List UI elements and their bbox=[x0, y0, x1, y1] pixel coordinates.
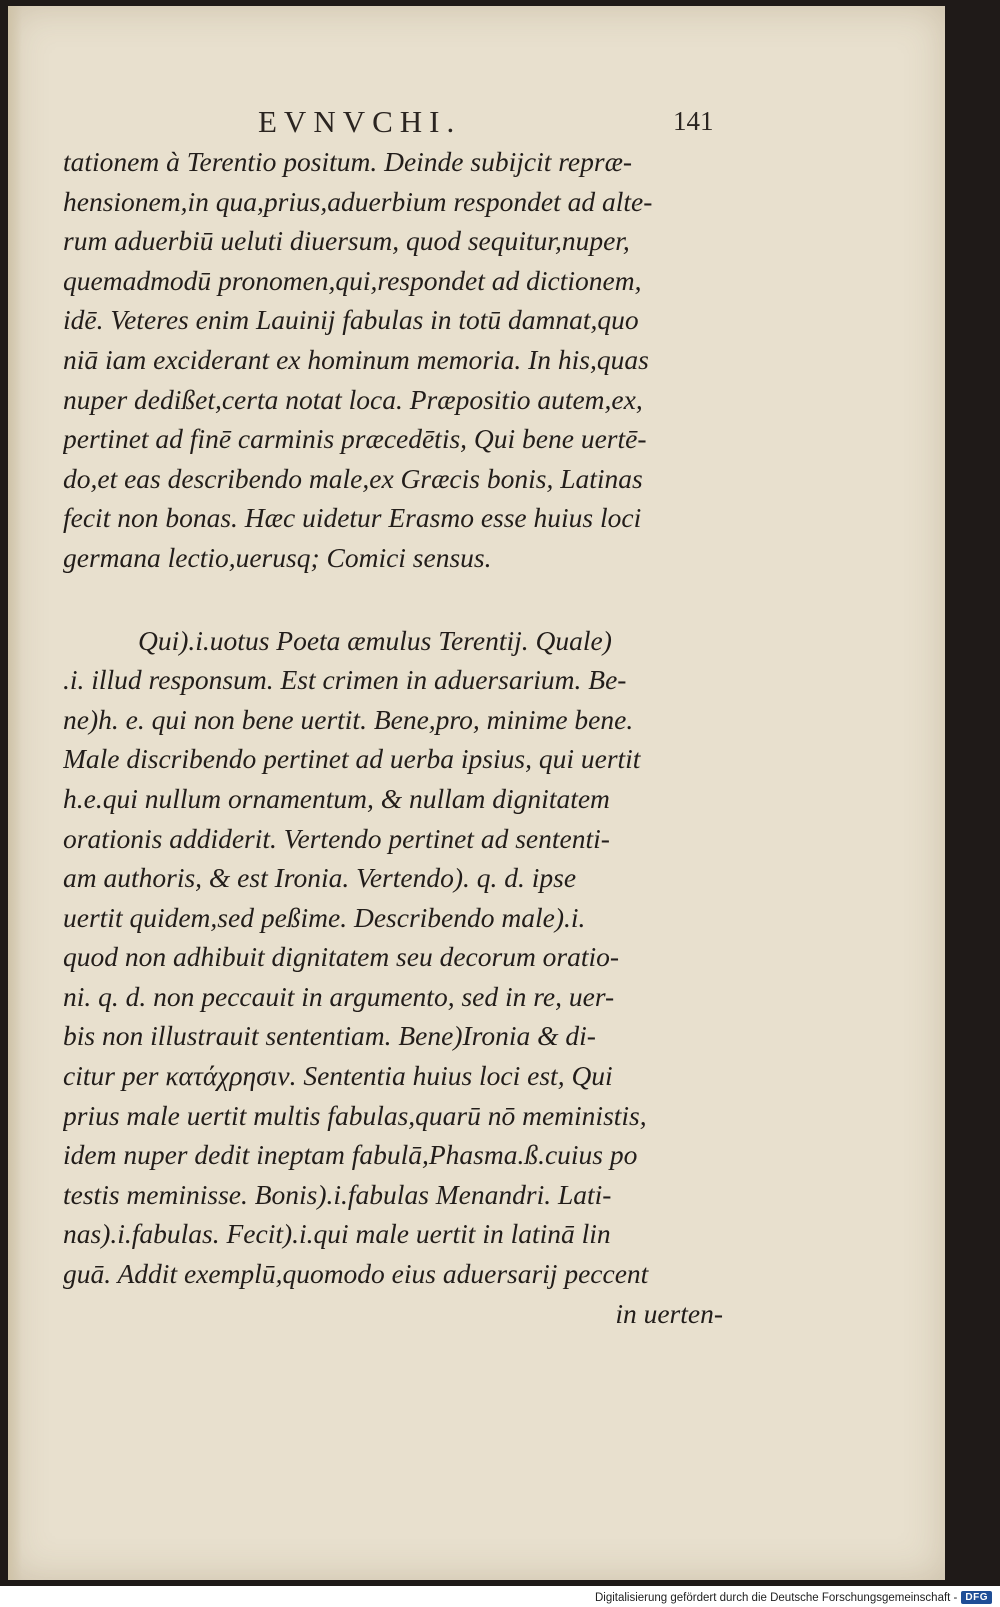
text-line: rum aduerbiū ueluti diuersum, quod sequitur,nuper, bbox=[63, 225, 630, 257]
text-line: bis non illustrauit sententiam. Bene)Ironia & di- bbox=[63, 1020, 596, 1052]
digitization-credit bbox=[595, 1591, 992, 1604]
text-line: prius male uertit multis fabulas,quarū nō meministis, bbox=[63, 1099, 647, 1131]
text-line: am authoris, & est Ironia. Vertendo). q. d. ipse bbox=[63, 862, 577, 894]
body-text bbox=[63, 142, 743, 1333]
text-line: guā. Addit exemplū,quomodo eius aduersarij peccent bbox=[63, 1258, 649, 1290]
credit-text: Digitalisierung gefördert durch die Deutsche Forschungsgemeinschaft - bbox=[594, 1591, 958, 1604]
text-line: quod non adhibuit dignitatem seu decorum oratio- bbox=[63, 941, 620, 973]
text-line: idē. Veteres enim Lauinij fabulas in totū damnat,quo bbox=[63, 304, 639, 336]
text-line: nas).i.fabulas. Fecit).i.qui male uertit in latinā lin bbox=[63, 1218, 611, 1250]
catchword: in uerten- bbox=[615, 1297, 723, 1329]
paragraph-1 bbox=[63, 142, 743, 578]
text-line: nuper dedißet,certa notat loca. Præpositio autem,ex, bbox=[63, 383, 643, 415]
text-line: niā iam exciderant ex hominum memoria. In his,quas bbox=[63, 343, 649, 375]
text-line: pertinet ad finē carminis præcedētis, Qui bene uertē- bbox=[63, 423, 647, 455]
text-line: idem nuper dedit ineptam fabulā,Phasma.ß.cuius po bbox=[63, 1139, 638, 1171]
text-line: tationem à Terentio positum. Deinde subijcit repræ- bbox=[63, 146, 633, 177]
text-line: germana lectio,uerusq; Comici sensus. bbox=[63, 541, 492, 573]
text-line: orationis addiderit. Vertendo pertinet ad sententi- bbox=[63, 822, 610, 854]
text-line: ni. q. d. non peccauit in argumento, sed in re, uer- bbox=[63, 980, 615, 1012]
running-head: EVNVCHI. bbox=[258, 104, 462, 139]
text-line: hensionem,in qua,prius,aduerbium respondet ad alte- bbox=[63, 185, 653, 217]
text-line: fecit non bonas. Hæc uidetur Erasmo esse huius loci bbox=[63, 502, 642, 534]
text-line: uertit quidem,sed peßime. Describendo male).i. bbox=[63, 901, 586, 933]
text-line: citur per κατάχρησιν. Sententia huius loci est, Qui bbox=[63, 1060, 613, 1092]
text-line: quemadmodū pronomen,qui,respondet ad dictionem, bbox=[63, 264, 642, 296]
dfg-logo-icon: DFG bbox=[961, 1591, 992, 1604]
page-number: 141 bbox=[673, 106, 714, 136]
page-gutter-shadow bbox=[8, 6, 22, 1580]
text-line: do,et eas describendo male,ex Græcis bonis, Latinas bbox=[63, 462, 643, 494]
paragraph-2 bbox=[63, 621, 743, 1334]
text-line: testis meminisse. Bonis).i.fabulas Menandri. Lati- bbox=[63, 1178, 612, 1210]
text-line: .i. illud responsum. Est crimen in aduersarium. Be- bbox=[63, 664, 627, 696]
text-line: h.e.qui nullum ornamentum, & nullam dignitatem bbox=[63, 782, 610, 814]
book-page bbox=[8, 6, 945, 1580]
text-line: Qui).i.uotus Poeta æmulus Terentij. Quale) bbox=[138, 624, 612, 656]
text-line: Male discribendo pertinet ad uerba ipsius, qui uertit bbox=[63, 743, 641, 775]
paragraph-spacer bbox=[63, 578, 743, 621]
text-line: ne)h. e. qui non bene uertit. Bene,pro, minime bene. bbox=[63, 703, 634, 735]
